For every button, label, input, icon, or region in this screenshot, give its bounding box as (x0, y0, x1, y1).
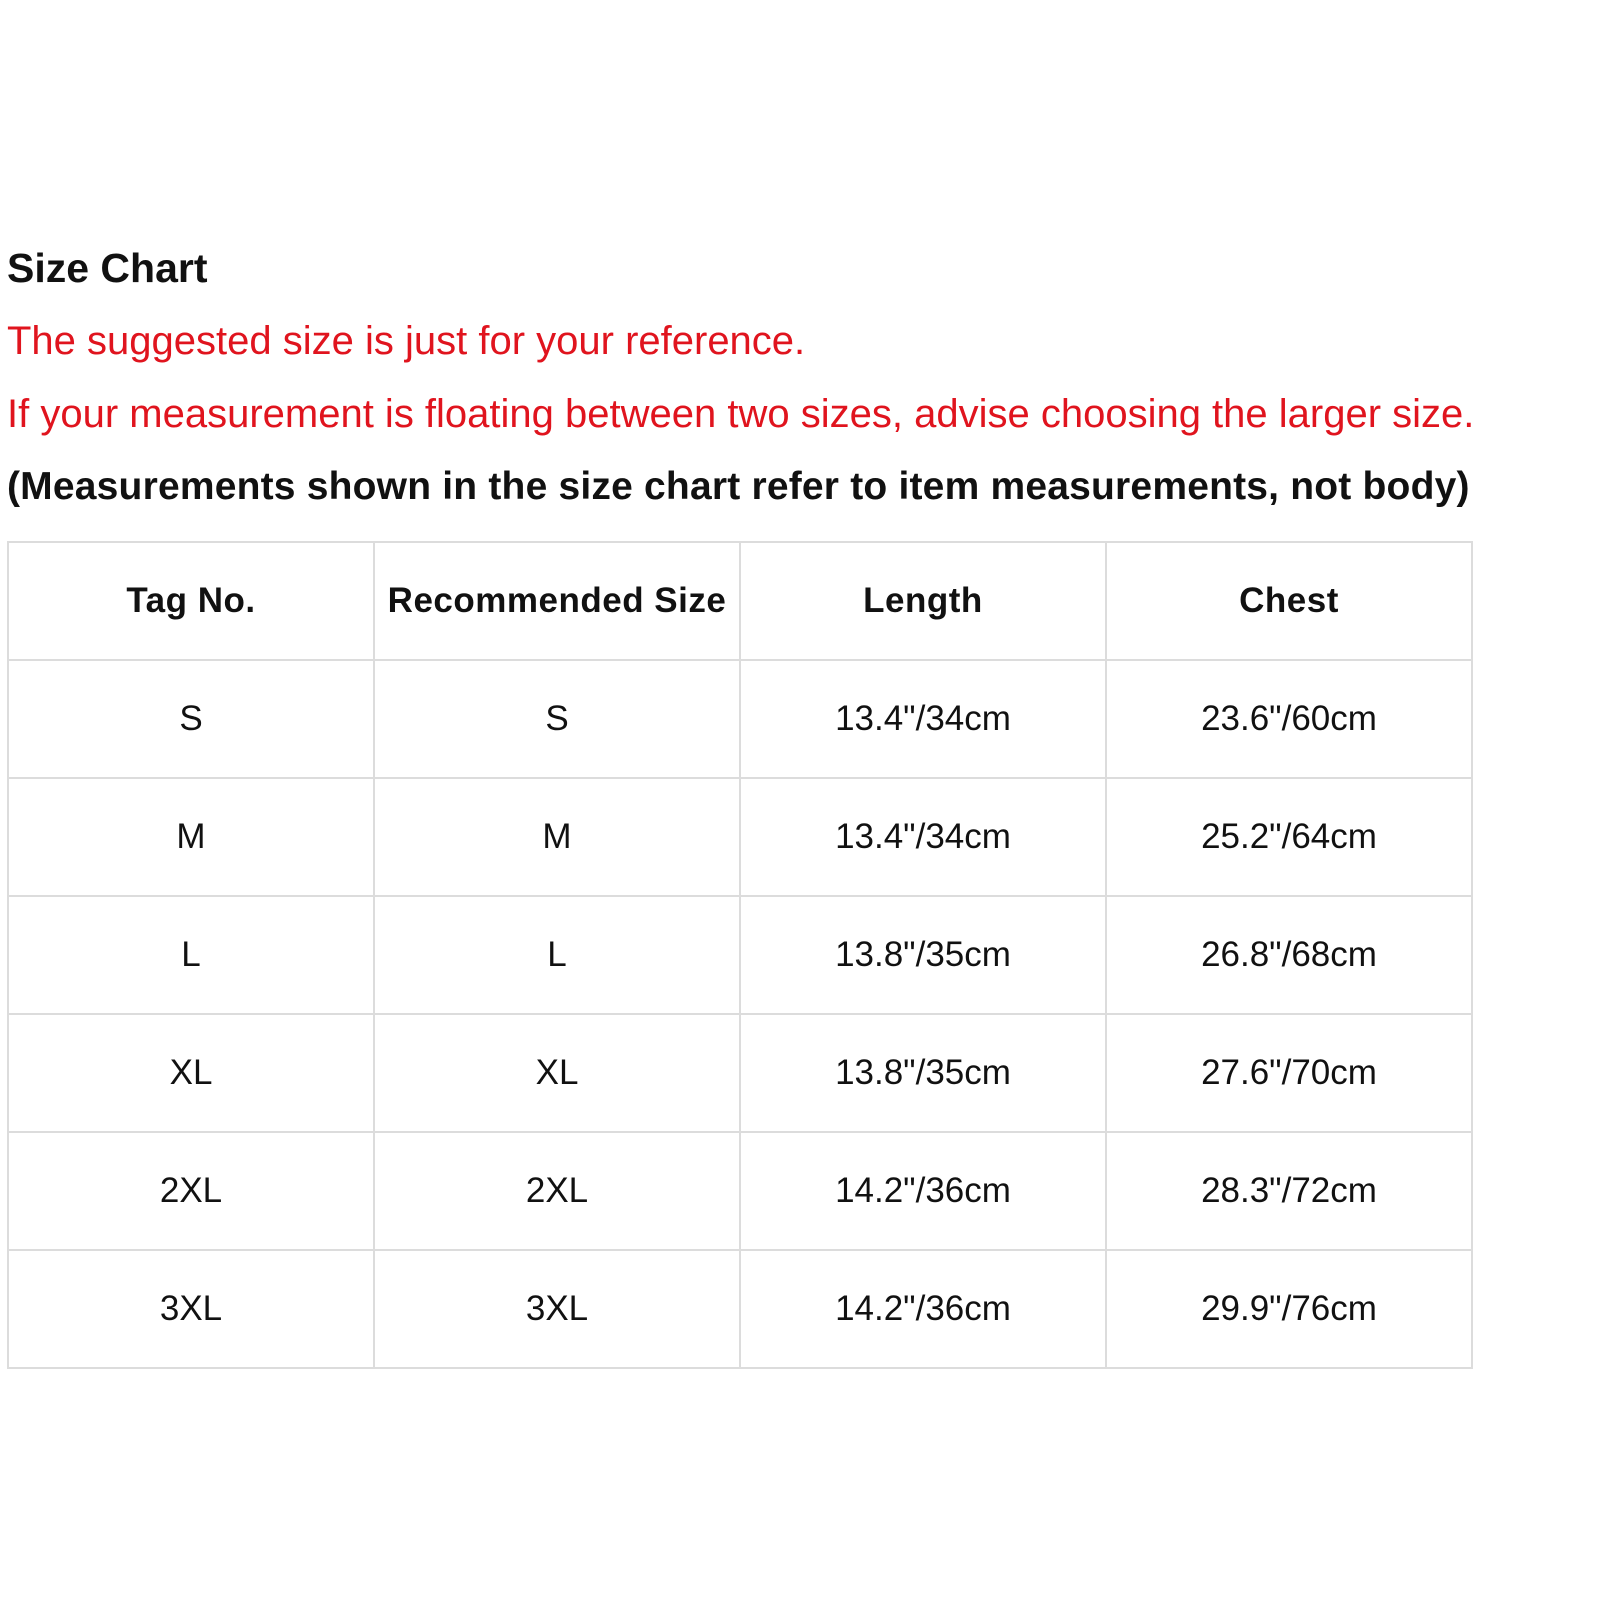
cell-tag-no: XL (8, 1014, 374, 1132)
cell-tag-no: 3XL (8, 1250, 374, 1368)
table-row (8, 1250, 1472, 1368)
cell-recommended-size: XL (374, 1014, 740, 1132)
table-row (8, 778, 1472, 896)
sizing-advice-note: If your measurement is floating between two sizes, advise choosing the larger size. (7, 392, 1475, 436)
cell-length: 13.8"/35cm (740, 1014, 1106, 1132)
cell-chest: 27.6"/70cm (1106, 1014, 1472, 1132)
table-row (8, 660, 1472, 778)
cell-tag-no: 2XL (8, 1132, 374, 1250)
table-row (8, 896, 1472, 1014)
cell-chest: 28.3"/72cm (1106, 1132, 1472, 1250)
column-header-tag-no: Tag No. (8, 542, 374, 660)
table-header-row (8, 542, 1472, 660)
cell-chest: 23.6"/60cm (1106, 660, 1472, 778)
cell-recommended-size: 3XL (374, 1250, 740, 1368)
cell-recommended-size: S (374, 660, 740, 778)
cell-length: 13.4"/34cm (740, 660, 1106, 778)
cell-length: 14.2"/36cm (740, 1250, 1106, 1368)
cell-tag-no: L (8, 896, 374, 1014)
table-row (8, 1132, 1472, 1250)
cell-chest: 25.2"/64cm (1106, 778, 1472, 896)
cell-chest: 29.9"/76cm (1106, 1250, 1472, 1368)
page-title: Size Chart (7, 245, 208, 291)
cell-tag-no: S (8, 660, 374, 778)
cell-length: 13.8"/35cm (740, 896, 1106, 1014)
measurement-disclaimer: (Measurements shown in the size chart refer to item measurements, not body) (7, 465, 1470, 508)
table-row (8, 1014, 1472, 1132)
cell-length: 13.4"/34cm (740, 778, 1106, 896)
size-table (7, 541, 1473, 1369)
cell-chest: 26.8"/68cm (1106, 896, 1472, 1014)
column-header-recommended-size: Recommended Size (374, 542, 740, 660)
reference-note: The suggested size is just for your reference. (7, 319, 806, 363)
cell-tag-no: M (8, 778, 374, 896)
cell-recommended-size: 2XL (374, 1132, 740, 1250)
cell-recommended-size: M (374, 778, 740, 896)
cell-recommended-size: L (374, 896, 740, 1014)
column-header-chest: Chest (1106, 542, 1472, 660)
column-header-length: Length (740, 542, 1106, 660)
cell-length: 14.2"/36cm (740, 1132, 1106, 1250)
